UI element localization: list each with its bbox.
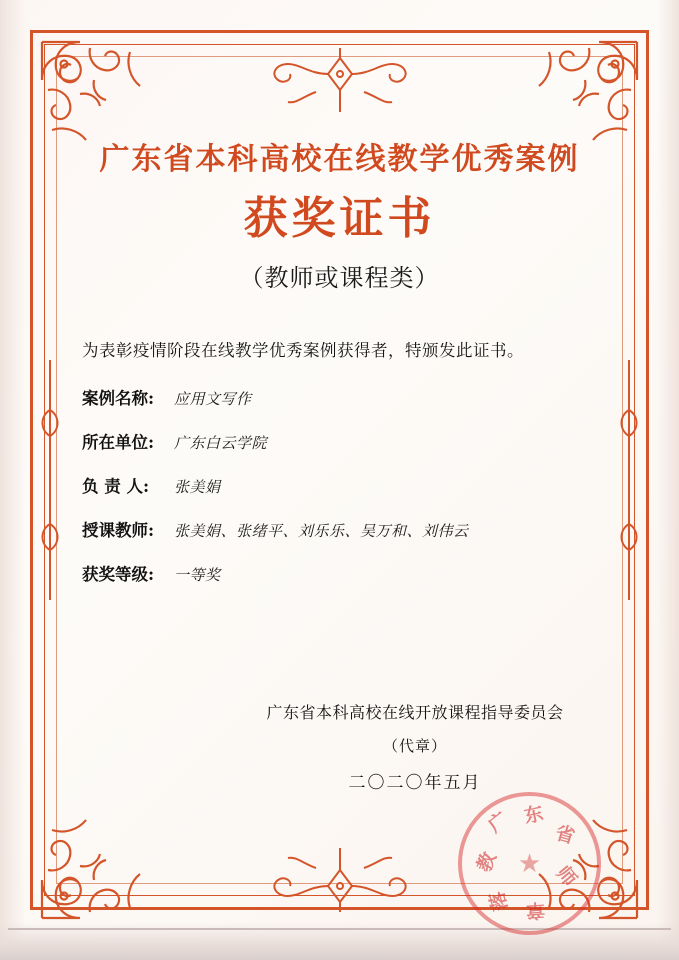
corner-ornament-top-right-icon <box>525 34 645 154</box>
paper-bottom-line <box>8 928 671 930</box>
field-value-teachers: 张美娟、张绪平、刘乐乐、吴万和、刘伟云 <box>174 521 469 540</box>
left-side-ornament-icon <box>36 350 64 610</box>
seal-char-5: 师 <box>551 862 581 891</box>
field-label-award-level: 获奖等级: <box>82 564 155 584</box>
seal-char-2: 东 <box>522 802 546 828</box>
paper-edge-left <box>0 0 26 960</box>
field-row-case-name <box>82 385 603 409</box>
right-side-ornament-icon <box>615 350 643 610</box>
field-row-teachers <box>82 517 603 541</box>
paper-edge-right <box>657 0 679 960</box>
field-label-case-name: 案例名称: <box>82 388 155 408</box>
corner-ornament-top-left-icon <box>34 34 154 154</box>
field-value-award-level: 一等奖 <box>174 565 221 584</box>
field-value-leader: 张美娟 <box>174 477 221 496</box>
signature-block <box>245 700 585 793</box>
field-value-case-name: 应用文写作 <box>174 389 252 408</box>
corner-ornament-bottom-right-icon <box>525 806 645 926</box>
field-label-teachers: 授课教师: <box>82 520 155 540</box>
corner-ornament-bottom-left-icon <box>34 806 154 926</box>
seal-star-icon: ★ <box>517 848 542 878</box>
seal-char-3: 省 <box>552 821 578 849</box>
certificate-title-category: （教师或课程类） <box>239 263 440 292</box>
field-row-award-level <box>82 561 603 585</box>
field-row-institution <box>82 429 603 453</box>
field-label-leader: 负 责 人: <box>82 476 150 496</box>
seal-char-6: 落 <box>485 889 512 914</box>
field-label-institution: 所在单位: <box>82 432 155 452</box>
field-row-leader <box>82 473 603 497</box>
certificate-statement: 为表彰疫情阶段在线教学优秀案例获得者，特颁发此证书。 <box>82 340 524 360</box>
seal-char-7: 章 <box>525 898 546 922</box>
top-center-ornament-icon <box>230 40 450 128</box>
certificate-content <box>76 140 603 922</box>
signature-note: （代章） <box>382 737 447 755</box>
signature-organization: 广东省本科高校在线开放课程指导委员会 <box>266 703 564 722</box>
bottom-center-ornament-icon <box>230 832 450 920</box>
seal-char-4: 教 <box>472 848 501 876</box>
seal-char-1: 广 <box>484 808 513 838</box>
certificate-title-main: 广东省本科高校在线教学优秀案例 <box>99 142 580 177</box>
certificate-title-award: 获奖证书 <box>243 193 436 244</box>
certificate-fields <box>76 385 603 585</box>
signature-date: 二〇二〇年五月 <box>348 773 482 793</box>
field-value-institution: 广东白云学院 <box>174 433 268 452</box>
